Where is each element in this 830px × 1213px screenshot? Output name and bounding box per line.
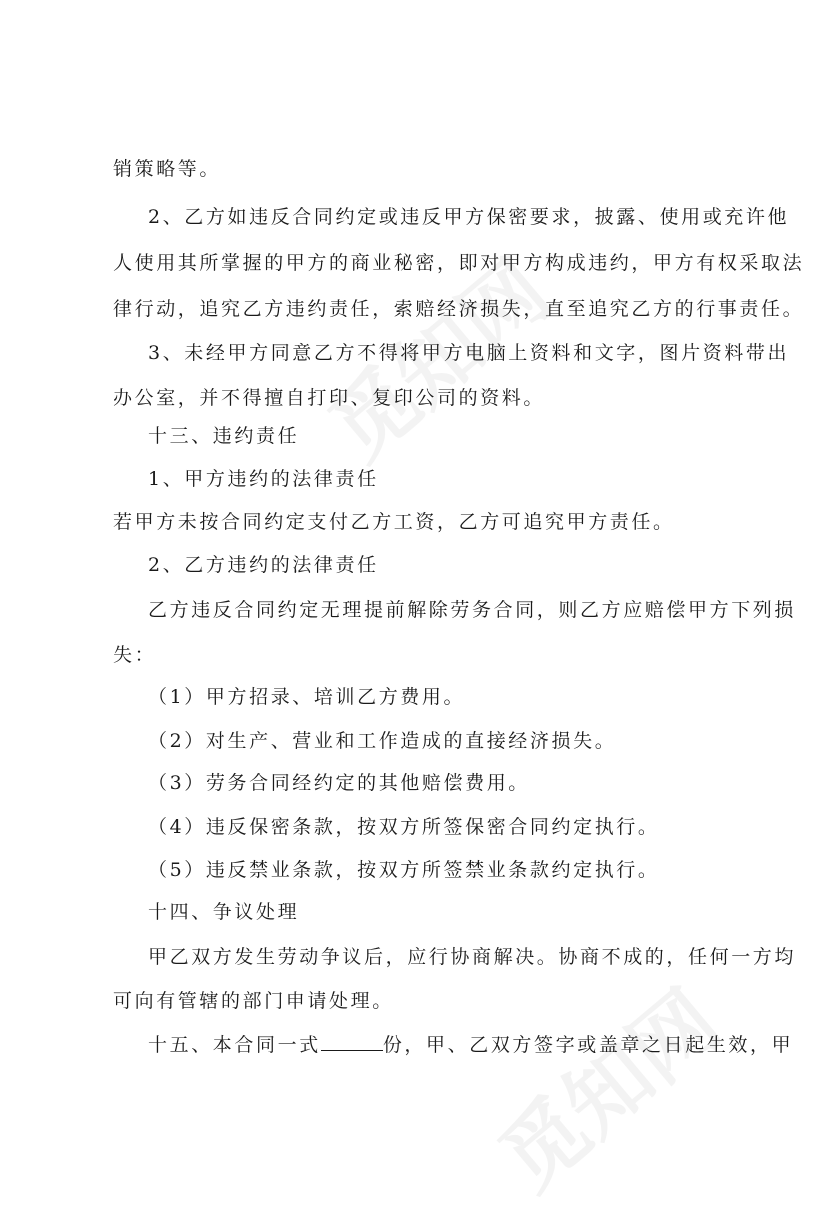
list-item: （4）违反保密条款，按双方所签保密合同约定执行。 bbox=[148, 816, 660, 838]
section-heading bbox=[148, 1033, 793, 1057]
paragraph-line: 销策略等。 bbox=[113, 158, 222, 180]
paragraph-line: 失： bbox=[113, 644, 157, 666]
list-item: （5）违反禁业条款，按双方所签禁业条款约定执行。 bbox=[148, 859, 660, 881]
paragraph-line: 乙方违反合同约定无理提前解除劳务合同，则乙方应赔偿甲方下列损 bbox=[148, 599, 797, 621]
last-line-after-blank: 份，甲、乙双方签字或盖章之日起生效，甲 bbox=[382, 1034, 794, 1056]
paragraph-line: 若甲方未按合同约定支付乙方工资，乙方可追究甲方责任。 bbox=[113, 511, 675, 533]
list-item: （3）劳务合同经约定的其他赔偿费用。 bbox=[148, 772, 530, 794]
paragraph-line: 人使用其所掌握的甲方的商业秘密，即对甲方构成违约，甲方有权采取法 bbox=[113, 252, 805, 274]
paragraph-line: 2、乙方如违反合同约定或违反甲方保密要求，披露、使用或充许他 bbox=[148, 206, 790, 228]
paragraph-line: 可向有管辖的部门申请处理。 bbox=[113, 990, 394, 1012]
sub-heading: 2、乙方违约的法律责任 bbox=[148, 554, 379, 576]
last-line-before-blank: 十五、本合同一式 bbox=[148, 1034, 321, 1056]
paragraph-line: 律行动，追究乙方违约责任，索赔经济损失，直至追究乙方的行事责任。 bbox=[113, 298, 805, 320]
section-heading: 十四、争议处理 bbox=[148, 901, 300, 923]
section-heading: 十三、违约责任 bbox=[148, 425, 300, 447]
list-item: （1）甲方招录、培训乙方费用。 bbox=[148, 686, 466, 708]
paragraph-line: 办公室，并不得擅自打印、复印公司的资料。 bbox=[113, 387, 546, 409]
list-item: （2）对生产、营业和工作造成的直接经济损失。 bbox=[148, 730, 617, 752]
fill-in-blank bbox=[321, 1034, 383, 1051]
sub-heading: 1、甲方违约的法律责任 bbox=[148, 468, 379, 490]
paragraph-line: 3、未经甲方同意乙方不得将甲方电脑上资料和文字，图片资料带出 bbox=[148, 342, 790, 364]
paragraph-line: 甲乙双方发生劳动争议后，应行协商解决。协商不成的，任何一方均 bbox=[148, 946, 797, 968]
